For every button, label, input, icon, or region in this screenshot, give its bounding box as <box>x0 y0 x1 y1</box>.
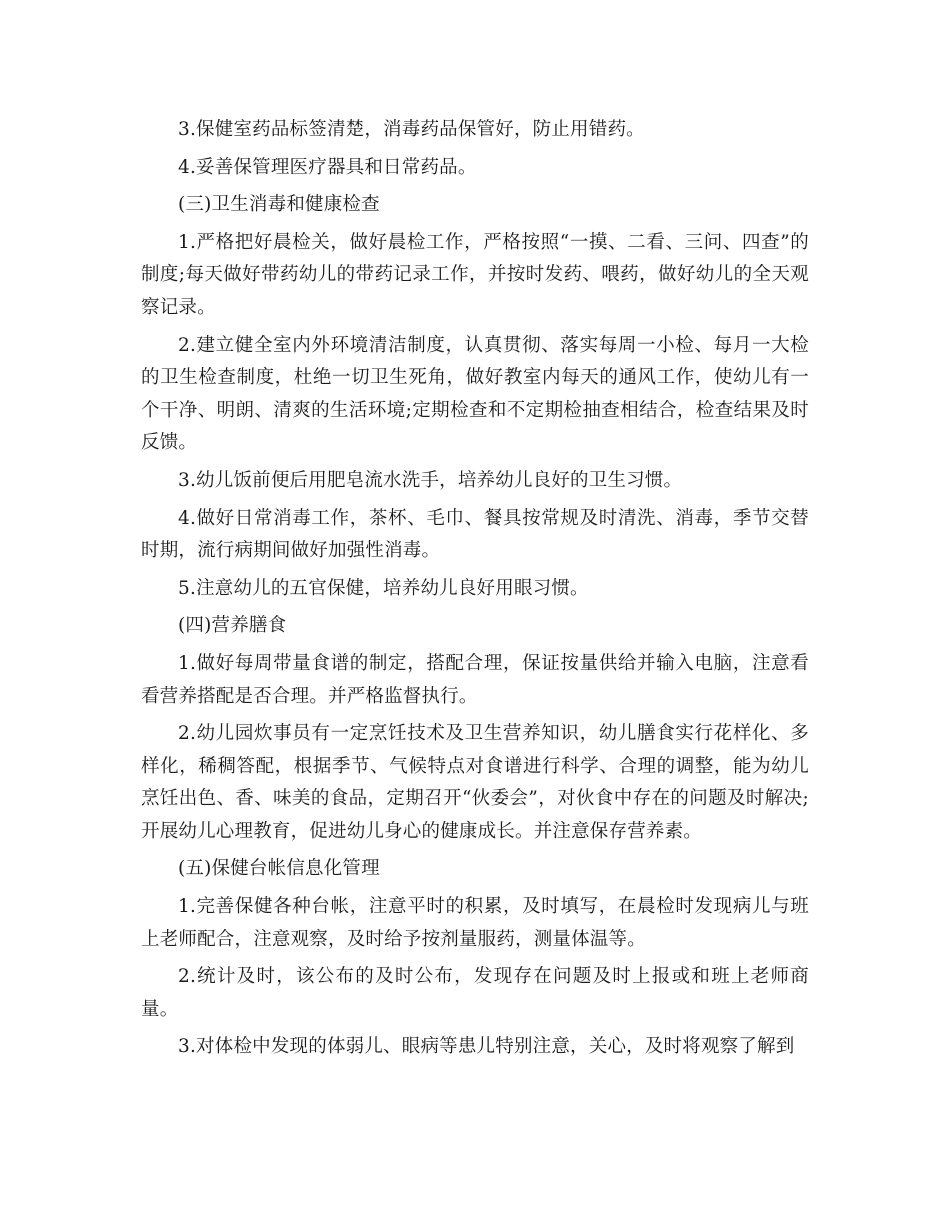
paragraph-3-5: 5.注意幼儿的五官保健，培养幼儿良好用眼习惯。 <box>178 577 589 599</box>
document-body <box>141 114 809 1064</box>
paragraph-4-2: 2.幼儿园炊事员有一定烹饪技术及卫生营养知识，幼儿膳食实行花样化、多样化，稀稠答配，根据季节、气候特点对食谱进行科学、合理的调整，能为幼儿烹饪出色、香、味美的食品，定期召开“伙委会”，对伙食中存在的问题及时解决;开展幼儿心理教育，促进幼儿身心的健康成长。并注意保存营养素。 <box>141 723 809 842</box>
section-heading-3: (三)卫生消毒和健康检查 <box>178 194 380 216</box>
paragraph-5-3: 3.对体检中发现的体弱儿、眼病等患儿特别注意，关心，及时将观察了解到 <box>178 1036 795 1058</box>
paragraph-3-2: 2.建立健全室内外环境清洁制度，认真贯彻、落实每周一小检、每月一大检的卫生检查制度，杜绝一切卫生死角，做好教室内每天的通风工作，使幼儿有一个干净、明朗、清爽的生活环境;定期检查和不定期检抽查相结合，检查结果及时反馈。 <box>141 334 809 454</box>
paragraph-5-2: 2.统计及时，该公布的及时公布，发现存在问题及时上报或和班上老师商量。 <box>141 966 809 1020</box>
paragraph-4-1: 1.做好每周带量食谱的制定，搭配合理，保证按量供给并输入电脑，注意看看营养搭配是否合理。并严格监督执行。 <box>141 652 809 707</box>
section-heading-4: (四)营养膳食 <box>178 615 287 637</box>
paragraph-2: 4.妥善保管理医疗器具和日常药品。 <box>178 156 477 178</box>
paragraph-3-1: 1.严格把好晨检关，做好晨检工作，严格按照“一摸、二看、三问、四查”的制度;每天做好带药幼儿的带药记录工作，并按时发药、喂药，做好幼儿的全天观察记录。 <box>141 231 809 318</box>
section-heading-5: (五)保健台帐信息化管理 <box>178 858 380 880</box>
paragraph-1: 3.保健室药品标签清楚，消毒药品保管好，防止用错药。 <box>178 119 645 140</box>
paragraph-5-1: 1.完善保健各种台帐，注意平时的积累，及时填写，在晨检时发现病儿与班上老师配合，注意观察，及时给予按剂量服药，测量体温等。 <box>141 896 809 950</box>
paragraph-3-3: 3.幼儿饭前便后用肥皂流水洗手，培养幼儿良好的卫生习惯。 <box>178 469 683 491</box>
paragraph-3-4: 4.做好日常消毒工作，茶杯、毛巾、餐具按常规及时清洗、消毒，季节交替时期，流行病期间做好加强性消毒。 <box>141 507 809 562</box>
